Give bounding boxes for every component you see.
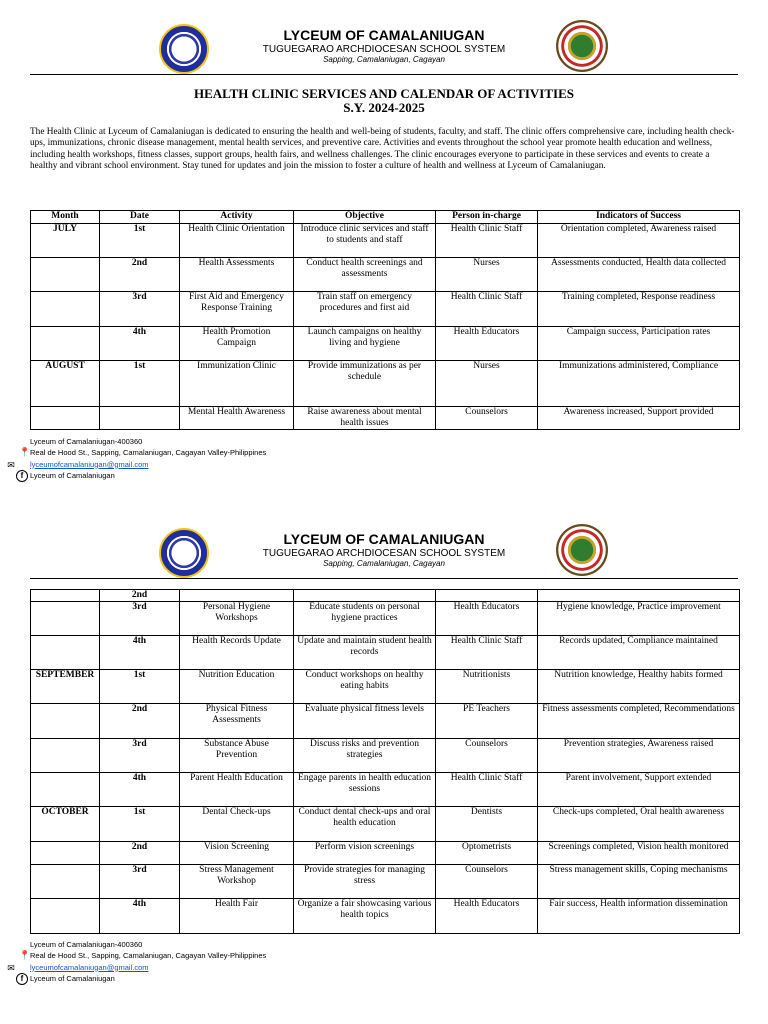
school-address: Sapping, Camalaniugan, Cagayan: [323, 55, 445, 64]
footer-facebook: Lyceum of Camalaniugan: [30, 470, 115, 480]
cell-month: [31, 407, 100, 430]
cell-indicators: Check-ups completed, Oral health awareness: [538, 807, 740, 842]
table-row: [31, 292, 740, 327]
cell-objective: Engage parents in health education sessions: [294, 773, 436, 807]
footer: [0, 939, 400, 984]
table-row: [31, 590, 740, 602]
footer-facebook-line: [0, 973, 400, 984]
footer-line-id: Lyceum of Camalaniugan-400360: [30, 437, 143, 446]
footer-address-line: [0, 950, 400, 961]
cell-objective: Conduct dental check-ups and oral health education: [294, 807, 436, 842]
cell-objective: Launch campaigns on healthy living and hygiene: [294, 327, 436, 361]
footer-email-line: [0, 962, 400, 973]
cell-indicators: Assessments conducted, Health data collected: [538, 258, 740, 292]
cell-date: 1st: [100, 670, 180, 704]
cell-date: 4th: [100, 636, 180, 670]
school-system: TUGUEGARAO ARCHDIOCESAN SCHOOL SYSTEM: [262, 44, 506, 55]
cell-month: JULY: [31, 224, 100, 258]
footer-line-id: Lyceum of Camalaniugan-400360: [30, 940, 143, 949]
cell-person: Health Educators: [436, 602, 538, 636]
cell-date: 4th: [100, 899, 180, 934]
intro-paragraph: The Health Clinic at Lyceum of Camalaniugan is dedicated to ensuring the health and well-being of students, faculty, and staff. The clinic offers comprehensive care, including health check-ups, immunizations, chronic disease management, mental health services, and preventive care. Activities and events throughout the school year promote health education and wellness, including health workshops, fitness classes, support groups, health fairs, and wellness challenges. The clinic encourages everyone to participate in these services and events to create a healthy and vibrant school environment. Stay tuned for updates and join the mission to foster a culture of health and wellness at Lyceum of Camalaniugan.: [30, 127, 735, 171]
footer: [0, 436, 400, 481]
footer-email-line: [0, 459, 400, 470]
cell-objective: [294, 590, 436, 602]
cell-activity: Health Assessments: [180, 258, 294, 292]
cell-person: Health Clinic Staff: [436, 773, 538, 807]
cell-activity: Health Promotion Campaign: [180, 327, 294, 361]
cell-date: [100, 407, 180, 430]
facebook-icon: f: [16, 470, 28, 482]
cell-activity: Immunization Clinic: [180, 361, 294, 407]
location-pin-icon: 📍: [19, 447, 31, 458]
cell-date: 2nd: [100, 704, 180, 739]
table-row: [31, 807, 740, 842]
cell-month: [31, 602, 100, 636]
cell-activity: Nutrition Education: [180, 670, 294, 704]
cell-month: [31, 636, 100, 670]
cell-indicators: Prevention strategies, Awareness raised: [538, 739, 740, 773]
cell-date: 4th: [100, 773, 180, 807]
cell-indicators: Awareness increased, Support provided: [538, 407, 740, 430]
table-row: [31, 407, 740, 430]
cell-objective: Evaluate physical fitness levels: [294, 704, 436, 739]
cell-activity: Vision Screening: [180, 842, 294, 865]
document-title: [0, 87, 768, 115]
cell-indicators: Campaign success, Participation rates: [538, 327, 740, 361]
cell-activity: Substance Abuse Prevention: [180, 739, 294, 773]
table-row: [31, 670, 740, 704]
envelope-icon: ✉: [7, 459, 15, 470]
cell-month: [31, 773, 100, 807]
footer-address-line: [0, 447, 400, 458]
envelope-icon: ✉: [7, 962, 15, 973]
cell-month: SEPTEMBER: [31, 670, 100, 704]
page-section-1: [0, 0, 768, 480]
location-pin-icon: 📍: [19, 950, 31, 961]
cell-indicators: Orientation completed, Awareness raised: [538, 224, 740, 258]
cell-person: Nutritionists: [436, 670, 538, 704]
cell-indicators: Parent involvement, Support extended: [538, 773, 740, 807]
footer-email-link[interactable]: lyceumofcamalaniugan@gmail.com: [30, 962, 149, 972]
cell-month: [31, 292, 100, 327]
cell-objective: Conduct health screenings and assessments: [294, 258, 436, 292]
cell-indicators: Stress management skills, Coping mechanisms: [538, 865, 740, 899]
cell-objective: Conduct workshops on healthy eating habits: [294, 670, 436, 704]
table-row: [31, 865, 740, 899]
cell-person: Counselors: [436, 407, 538, 430]
cell-activity: Personal Hygiene Workshops: [180, 602, 294, 636]
cell-indicators: Nutrition knowledge, Healthy habits formed: [538, 670, 740, 704]
page-section-2: [0, 504, 768, 983]
activities-table: [30, 210, 740, 430]
cell-person: Health Clinic Staff: [436, 224, 538, 258]
cell-objective: Train staff on emergency procedures and first aid: [294, 292, 436, 327]
cell-objective: Organize a fair showcasing various health topics: [294, 899, 436, 934]
cell-objective: Update and maintain student health records: [294, 636, 436, 670]
cell-person: Dentists: [436, 807, 538, 842]
cell-month: AUGUST: [31, 361, 100, 407]
cell-objective: Educate students on personal hygiene practices: [294, 602, 436, 636]
cell-objective: Raise awareness about mental health issues: [294, 407, 436, 430]
table-row: [31, 224, 740, 258]
table-row: [31, 899, 740, 934]
cell-objective: Introduce clinic services and staff to students and staff: [294, 224, 436, 258]
cell-person: Health Educators: [436, 899, 538, 934]
cell-activity: Stress Management Workshop: [180, 865, 294, 899]
letterhead: [0, 0, 768, 76]
cell-person: PE Teachers: [436, 704, 538, 739]
cell-date: 4th: [100, 327, 180, 361]
cell-person: Counselors: [436, 865, 538, 899]
cell-person: Nurses: [436, 258, 538, 292]
cell-person: Nurses: [436, 361, 538, 407]
cell-month: [31, 899, 100, 934]
cell-objective: Provide strategies for managing stress: [294, 865, 436, 899]
archdiocesan-seal-icon: [556, 20, 608, 72]
table-row: [31, 636, 740, 670]
header-objective: Objective: [294, 211, 436, 224]
cell-activity: First Aid and Emergency Response Training: [180, 292, 294, 327]
cell-activity: [180, 590, 294, 602]
cell-date: 3rd: [100, 739, 180, 773]
cell-month: [31, 704, 100, 739]
header-divider: [30, 578, 738, 579]
cell-date: 2nd: [100, 258, 180, 292]
letterhead: [0, 504, 768, 580]
cell-activity: Parent Health Education: [180, 773, 294, 807]
table-row: [31, 773, 740, 807]
header-divider: [30, 74, 738, 75]
cell-indicators: Immunizations administered, Compliance: [538, 361, 740, 407]
footer-email-link[interactable]: lyceumofcamalaniugan@gmail.com: [30, 459, 149, 469]
school-name: LYCEUM OF CAMALANIUGAN: [283, 27, 485, 43]
table-row: [31, 361, 740, 407]
cell-activity: Mental Health Awareness: [180, 407, 294, 430]
cell-activity: Health Fair: [180, 899, 294, 934]
table-row: [31, 602, 740, 636]
cell-date: 2nd: [100, 590, 180, 602]
header-person: Person in-charge: [436, 211, 538, 224]
cell-date: 1st: [100, 361, 180, 407]
cell-indicators: Records updated, Compliance maintained: [538, 636, 740, 670]
cell-person: Optometrists: [436, 842, 538, 865]
cell-activity: Health Clinic Orientation: [180, 224, 294, 258]
archdiocesan-seal-icon: [556, 524, 608, 576]
footer-facebook: Lyceum of Camalaniugan: [30, 973, 115, 983]
table-row: [31, 739, 740, 773]
cell-date: 3rd: [100, 602, 180, 636]
cell-date: 1st: [100, 224, 180, 258]
header-date: Date: [100, 211, 180, 224]
cell-date: 2nd: [100, 842, 180, 865]
title-line-2: S.Y. 2024-2025: [343, 100, 425, 115]
header-activity: Activity: [180, 211, 294, 224]
cell-person: Health Educators: [436, 327, 538, 361]
cell-indicators: [538, 590, 740, 602]
cell-activity: Dental Check-ups: [180, 807, 294, 842]
cell-indicators: Fair success, Health information dissemination: [538, 899, 740, 934]
cell-indicators: Screenings completed, Vision health monitored: [538, 842, 740, 865]
cell-month: [31, 739, 100, 773]
cell-month: [31, 258, 100, 292]
cell-date: 3rd: [100, 865, 180, 899]
cell-month: [31, 590, 100, 602]
cell-person: Health Clinic Staff: [436, 636, 538, 670]
cell-activity: Physical Fitness Assessments: [180, 704, 294, 739]
facebook-icon: f: [16, 973, 28, 985]
cell-person: Counselors: [436, 739, 538, 773]
cell-indicators: Fitness assessments completed, Recommendations: [538, 704, 740, 739]
cell-activity: Health Records Update: [180, 636, 294, 670]
cell-person: [436, 590, 538, 602]
cell-month: [31, 842, 100, 865]
table-row: [31, 842, 740, 865]
cell-date: 3rd: [100, 292, 180, 327]
cell-objective: Provide immunizations as per schedule: [294, 361, 436, 407]
table-row: [31, 704, 740, 739]
title-line-1: HEALTH CLINIC SERVICES AND CALENDAR OF ACTIVITIES: [193, 86, 574, 101]
cell-objective: Perform vision screenings: [294, 842, 436, 865]
school-address: Sapping, Camalaniugan, Cagayan: [323, 559, 445, 568]
cell-indicators: Training completed, Response readiness: [538, 292, 740, 327]
header-indicators: Indicators of Success: [538, 211, 740, 224]
table-header-row: [31, 211, 740, 224]
cell-month: [31, 327, 100, 361]
footer-address: Real de Hood St., Sapping, Camalaniugan, Cagayan Valley-Philippines: [30, 448, 267, 458]
cell-month: OCTOBER: [31, 807, 100, 842]
activities-table-continued: [30, 589, 740, 934]
cell-indicators: Hygiene knowledge, Practice improvement: [538, 602, 740, 636]
header-month: Month: [31, 211, 100, 224]
footer-address: Real de Hood St., Sapping, Camalaniugan, Cagayan Valley-Philippines: [30, 951, 267, 961]
table-row: [31, 327, 740, 361]
footer-facebook-line: [0, 470, 400, 481]
cell-month: [31, 865, 100, 899]
school-system: TUGUEGARAO ARCHDIOCESAN SCHOOL SYSTEM: [262, 548, 506, 559]
school-name: LYCEUM OF CAMALANIUGAN: [283, 531, 485, 547]
cell-person: Health Clinic Staff: [436, 292, 538, 327]
table-row: [31, 258, 740, 292]
cell-date: 1st: [100, 807, 180, 842]
cell-objective: Discuss risks and prevention strategies: [294, 739, 436, 773]
